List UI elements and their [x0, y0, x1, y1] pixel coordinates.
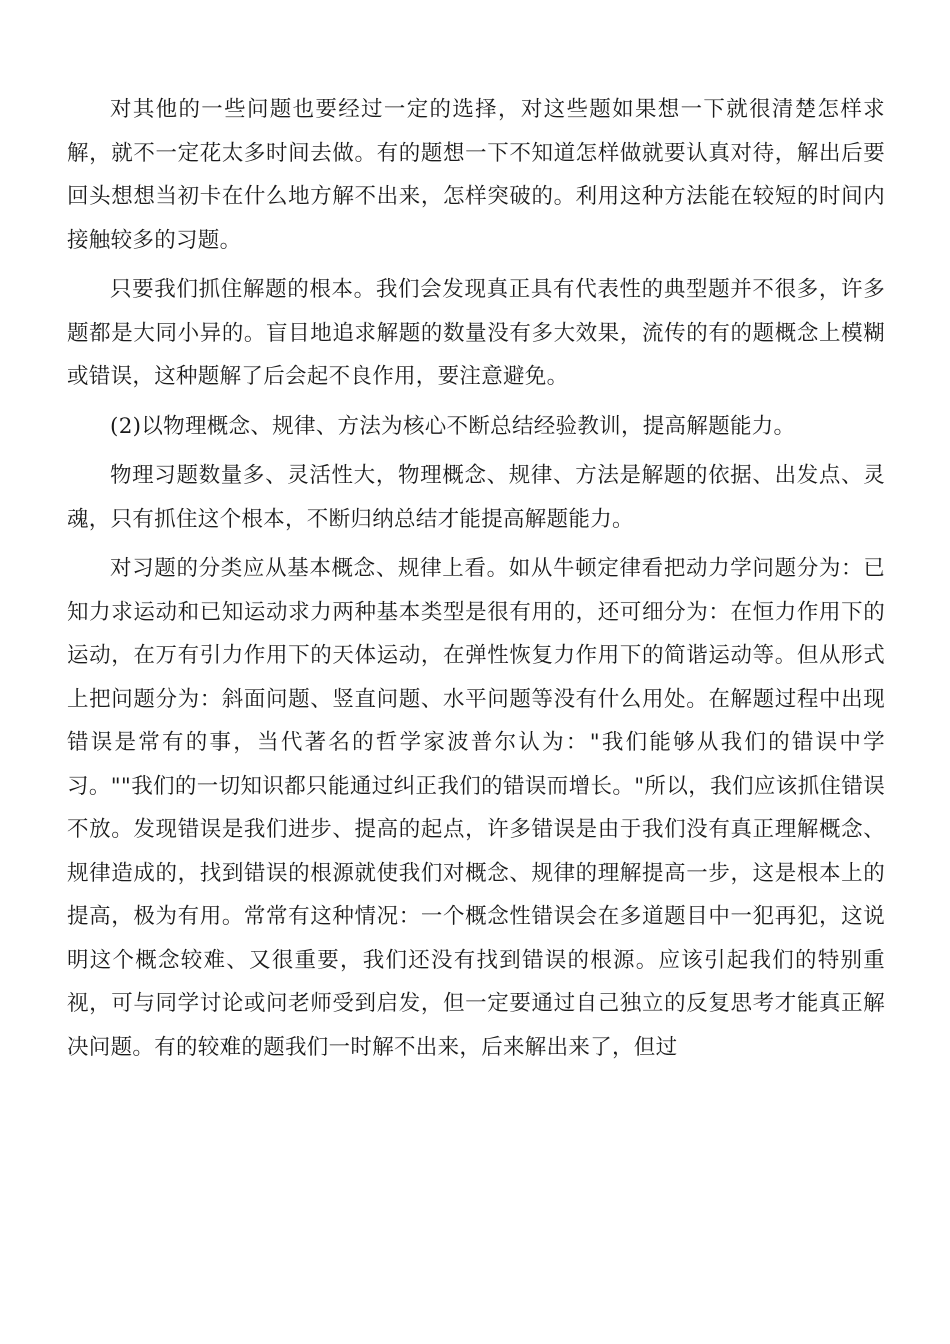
paragraph-4: 物理习题数量多、灵活性大，物理概念、规律、方法是解题的依据、出发点、灵魂，只有抓住这个根本，不断归纳总结才能提高解题能力。 [67, 463, 885, 532]
paragraph-3: (2)以物理概念、规律、方法为核心不断总结经验教训，提高解题能力。 [110, 413, 796, 439]
paragraph-1: 对其他的一些问题也要经过一定的选择，对这些题如果想一下就很清楚怎样求解，就不一定花太多时间去做。有的题想一下不知道怎样做就要认真对待，解出后要回头想想当初卡在什么地方解不出来，怎样突破的。利用这种方法能在较短的时间内接触较多的习题。 [67, 97, 885, 253]
document-body [67, 88, 885, 1075]
paragraph-5: 对习题的分类应从基本概念、规律上看。如从牛顿定律看把动力学问题分为：已知力求运动和已知运动求力两种基本类型是很有用的，还可细分为：在恒力作用下的运动，在万有引力作用下的天体运动，在弹性恢复力作用下的简谐运动等。但从形式上把问题分为：斜面问题、竖直问题、水平问题等没有什么用处。在解题过程中出现错误是常有的事，当代著名的哲学家波普尔认为："我们能够从我们的错误中学习。""我们的一切知识都只能通过纠正我们的错误而增长。"所以，我们应该抓住错误不放。发现错误是我们进步、提高的起点，许多错误是由于我们没有真正理解概念、规律造成的，找到错误的根源就使我们对概念、规律的理解提高一步，这是根本上的提高，极为有用。常常有这种情况：一个概念性错误会在多道题目中一犯再犯，这说明这个概念较难、又很重要，我们还没有找到错误的根源。应该引起我们的特别重视，可与同学讨论或问老师受到启发，但一定要通过自己独立的反复思考才能真正解决问题。有的较难的题我们一时解不出来，后来解出来了，但过 [67, 556, 885, 1060]
paragraph-2: 只要我们抓住解题的根本。我们会发现真正具有代表性的典型题并不很多，许多题都是大同小异的。盲目地追求解题的数量没有多大效果，流传的有的题概念上模糊或错误，这种题解了后会起不良作用，要注意避免。 [67, 277, 885, 389]
